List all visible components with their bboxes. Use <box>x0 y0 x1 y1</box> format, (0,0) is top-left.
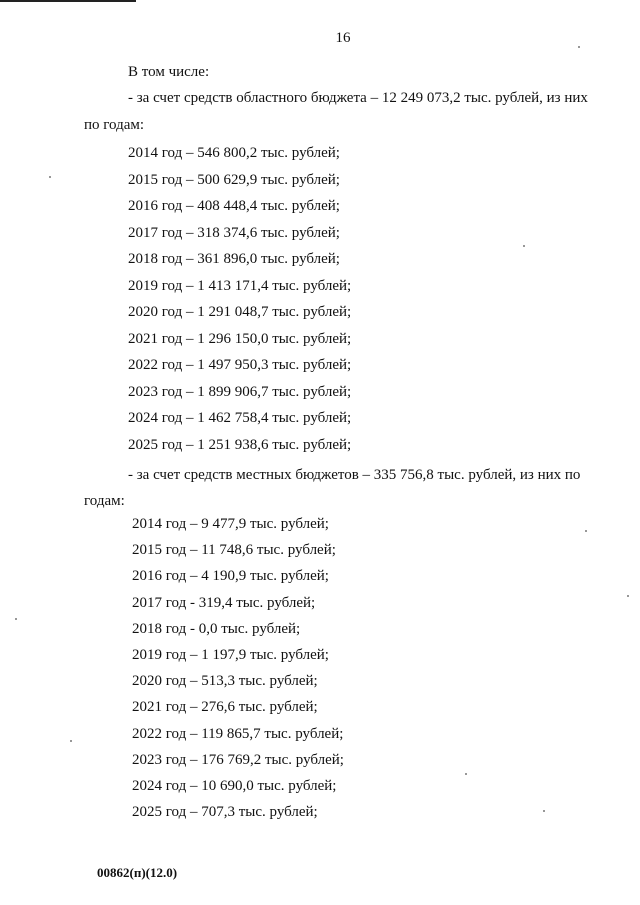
year-amount-line: 2022 год – 119 865,7 тыс. рублей; <box>132 725 344 742</box>
year-amount-line: 2023 год – 176 769,2 тыс. рублей; <box>132 751 344 768</box>
year-amount-line: 2020 год – 1 291 048,7 тыс. рублей; <box>128 304 352 320</box>
year-amount-line: 2025 год – 1 251 938,6 тыс. рублей; <box>128 436 352 453</box>
scan-speck <box>49 176 51 178</box>
scan-speck <box>15 618 17 620</box>
scan-speck <box>465 773 467 775</box>
year-amount-line: 2023 год – 1 899 906,7 тыс. рублей; <box>128 383 352 400</box>
year-amount-line: 2021 год – 1 296 150,0 тыс. рублей; <box>128 330 352 347</box>
year-amount-line: 2022 год – 1 497 950,3 тыс. рублей; <box>128 357 352 373</box>
year-amount-line: 2020 год – 513,3 тыс. рублей; <box>132 673 318 690</box>
local-budget-line-continued: годам: <box>84 493 125 509</box>
year-amount-line: 2017 год – 318 374,6 тыс. рублей; <box>128 224 340 241</box>
year-amount-line: 2015 год – 11 748,6 тыс. рублей; <box>132 542 336 559</box>
year-amount-line: 2016 год – 408 448,4 тыс. рублей; <box>128 198 340 214</box>
year-amount-line: 2018 год - 0,0 тыс. рублей; <box>132 620 301 637</box>
intro-text: В том числе: <box>128 64 210 80</box>
year-amount-line: 2019 год – 1 413 171,4 тыс. рублей; <box>128 277 352 294</box>
year-amount-line: 2014 год – 9 477,9 тыс. рублей; <box>132 516 329 532</box>
year-amount-line: 2025 год – 707,3 тыс. рублей; <box>132 804 318 821</box>
year-amount-line: 2016 год – 4 190,9 тыс. рублей; <box>132 568 329 585</box>
year-amount-line: 2024 год – 1 462 758,4 тыс. рублей; <box>128 410 352 426</box>
scan-speck <box>578 46 580 48</box>
scan-speck <box>627 595 629 597</box>
year-amount-line: 2014 год – 546 800,2 тыс. рублей; <box>128 145 340 161</box>
year-amount-line: 2018 год – 361 896,0 тыс. рублей; <box>128 251 340 267</box>
regional-budget-line: - за счет средств областного бюджета – 12 249 073,2 тыс. рублей, из них <box>128 90 588 106</box>
scan-speck <box>585 530 587 532</box>
document-code: 00862(п)(12.0) <box>97 865 178 880</box>
scan-speck <box>543 810 545 812</box>
year-amount-line: 2017 год - 319,4 тыс. рублей; <box>132 594 316 611</box>
regional-budget-line-continued: по годам: <box>84 117 145 133</box>
scan-speck <box>70 740 72 742</box>
local-budget-line: - за счет средств местных бюджетов – 335 756,8 тыс. рублей, из них по <box>128 467 581 483</box>
scan-speck <box>523 245 525 247</box>
year-amount-line: 2015 год – 500 629,9 тыс. рублей; <box>128 171 340 188</box>
page-number: 16 <box>335 30 351 46</box>
year-amount-line: 2024 год – 10 690,0 тыс. рублей; <box>132 778 337 794</box>
year-amount-line: 2021 год – 276,6 тыс. рублей; <box>132 699 318 716</box>
scan-corner-line <box>0 0 136 2</box>
year-amount-line: 2019 год – 1 197,9 тыс. рублей; <box>132 647 329 663</box>
